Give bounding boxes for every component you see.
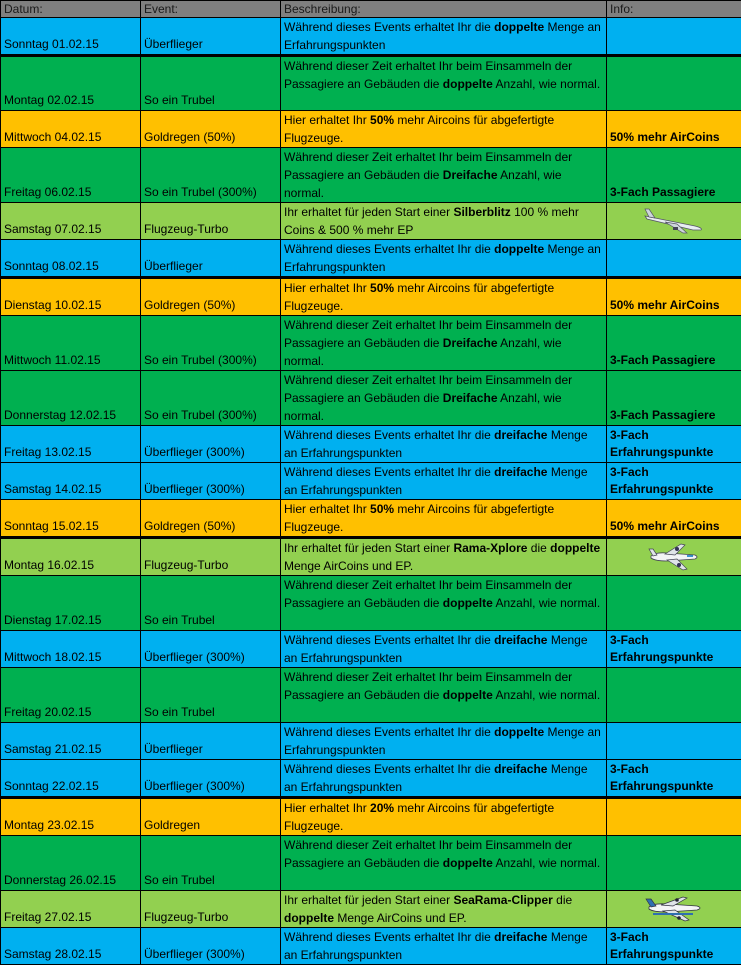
row-info: 3-Fach Erfahrungspunkte (607, 928, 741, 965)
description-text: Während dieses Events erhaltet Ihr die (284, 725, 494, 739)
description-text: Hier erhaltet Ihr (284, 281, 370, 295)
description-highlight: doppelte (443, 688, 493, 702)
description-text: Anzahl, wie normal. (493, 688, 600, 702)
description-highlight: dreifache (494, 930, 547, 944)
row-date: Sonntag 15.02.15 (1, 500, 141, 538)
row-event: Überflieger (300%) (141, 760, 281, 798)
row-description (281, 278, 607, 316)
description-text: Während dieser Zeit erhaltet Ihr beim Einsammeln der Passagiere an Gebäuden die (284, 578, 572, 610)
row-event: So ein Trubel (141, 836, 281, 891)
row-event: So ein Trubel (141, 576, 281, 631)
row-description (281, 668, 607, 723)
header-date: Datum: (1, 1, 141, 18)
table-row (1, 426, 741, 463)
description-text: Menge an Erfahrungspunkten (284, 428, 588, 460)
row-date: Dienstag 17.02.15 (1, 576, 141, 631)
row-info: 50% mehr AirCoins (607, 500, 741, 538)
row-info: 50% mehr AirCoins (607, 278, 741, 316)
row-description (281, 316, 607, 371)
row-date: Freitag 13.02.15 (1, 426, 141, 463)
table-row (1, 576, 741, 631)
description-text: Während dieses Events erhaltet Ihr die (284, 428, 494, 442)
description-highlight: 50% (370, 281, 394, 295)
row-info (607, 538, 741, 576)
row-date: Samstag 21.02.15 (1, 723, 141, 760)
table-row (1, 891, 741, 928)
description-text: Ihr erhaltet für jeden Start einer (284, 541, 453, 555)
row-event: Überflieger (300%) (141, 631, 281, 668)
table-row (1, 668, 741, 723)
description-text: Menge AirCoins und EP. (334, 911, 467, 925)
description-text: Menge an Erfahrungspunkten (284, 20, 601, 52)
row-event: Überflieger (300%) (141, 463, 281, 500)
row-description (281, 203, 607, 240)
description-text: Menge an Erfahrungspunkten (284, 465, 588, 497)
row-info (607, 891, 741, 928)
row-date: Montag 16.02.15 (1, 538, 141, 576)
description-text: Während dieser Zeit erhaltet Ihr beim Einsammeln der Passagiere an Gebäuden die (284, 838, 572, 870)
description-text: Während dieser Zeit erhaltet Ihr beim Einsammeln der Passagiere an Gebäuden die (284, 318, 572, 350)
table-row (1, 371, 741, 426)
header-info: Info: (607, 1, 741, 18)
row-event: Überflieger (141, 240, 281, 278)
row-date: Samstag 14.02.15 (1, 463, 141, 500)
row-event: Goldregen (50%) (141, 278, 281, 316)
description-text: Menge an Erfahrungspunkten (284, 633, 588, 665)
row-description (281, 723, 607, 760)
row-event: So ein Trubel (300%) (141, 371, 281, 426)
description-text: Ihr erhaltet für jeden Start einer (284, 893, 453, 907)
row-description (281, 426, 607, 463)
table-row (1, 111, 741, 148)
row-event: So ein Trubel (300%) (141, 148, 281, 203)
row-event: So ein Trubel (141, 668, 281, 723)
description-highlight: 50% (370, 502, 394, 516)
table-row (1, 278, 741, 316)
description-text: Während dieser Zeit erhaltet Ihr beim Einsammeln der Passagiere an Gebäuden die (284, 150, 572, 182)
row-info: 3-Fach Passagiere (607, 148, 741, 203)
seaplane-icon (607, 894, 741, 924)
table-row (1, 631, 741, 668)
row-date: Mittwoch 04.02.15 (1, 111, 141, 148)
row-date: Samstag 07.02.15 (1, 203, 141, 240)
description-highlight: 50% (370, 113, 394, 127)
row-date: Donnerstag 12.02.15 (1, 371, 141, 426)
row-event: Goldregen (141, 798, 281, 836)
row-date: Samstag 28.02.15 (1, 928, 141, 965)
table-row (1, 836, 741, 891)
description-text: Hier erhaltet Ihr (284, 801, 370, 815)
row-description (281, 836, 607, 891)
description-text: Anzahl, wie normal. (284, 336, 562, 368)
description-text: 100 % mehr Coins & 500 % mehr EP (284, 205, 579, 237)
row-info: 3-Fach Erfahrungspunkte (607, 426, 741, 463)
description-highlight: Rama-Xplore (453, 541, 527, 555)
row-event: Goldregen (50%) (141, 500, 281, 538)
description-text: mehr Aircoins für abgefertigte Flugzeuge. (284, 502, 554, 534)
row-info (607, 836, 741, 891)
row-date: Montag 23.02.15 (1, 798, 141, 836)
table-row (1, 760, 741, 798)
description-text: Anzahl, wie normal. (493, 596, 600, 610)
row-info (607, 203, 741, 240)
row-info: 3-Fach Erfahrungspunkte (607, 463, 741, 500)
row-date: Dienstag 10.02.15 (1, 278, 141, 316)
row-event: Überflieger (300%) (141, 426, 281, 463)
description-text: mehr Aircoins für abgefertigte Flugzeuge. (284, 113, 554, 145)
row-event: Überflieger (141, 723, 281, 760)
table-row (1, 500, 741, 538)
description-highlight: dreifache (494, 465, 547, 479)
description-highlight: SeaRama-Clipper (453, 893, 552, 907)
row-info: 3-Fach Erfahrungspunkte (607, 631, 741, 668)
description-text: Während dieses Events erhaltet Ihr die (284, 762, 494, 776)
description-highlight: doppelte (550, 541, 600, 555)
description-highlight: dreifache (494, 762, 547, 776)
description-text: Anzahl, wie normal. (284, 391, 562, 423)
description-text: Während dieser Zeit erhaltet Ihr beim Einsammeln der Passagiere an Gebäuden die (284, 670, 572, 702)
table-row (1, 148, 741, 203)
propeller-plane-icon (607, 542, 741, 572)
description-text: Hier erhaltet Ihr (284, 113, 370, 127)
row-info (607, 576, 741, 631)
row-date: Montag 02.02.15 (1, 56, 141, 111)
table-row (1, 18, 741, 56)
description-highlight: dreifache (494, 633, 547, 647)
row-date: Freitag 06.02.15 (1, 148, 141, 203)
table-row (1, 316, 741, 371)
description-highlight: doppelte (494, 20, 544, 34)
description-highlight: Dreifache (443, 391, 498, 405)
row-event: Überflieger (300%) (141, 928, 281, 965)
description-text: Anzahl, wie normal. (284, 168, 562, 200)
row-info: 3-Fach Erfahrungspunkte (607, 760, 741, 798)
description-text: Menge an Erfahrungspunkten (284, 242, 601, 274)
description-text: Während dieser Zeit erhaltet Ihr beim Einsammeln der Passagiere an Gebäuden die (284, 373, 572, 405)
description-text: Anzahl, wie normal. (493, 77, 600, 91)
row-date: Sonntag 01.02.15 (1, 18, 141, 56)
description-text: Während dieses Events erhaltet Ihr die (284, 930, 494, 944)
row-date: Donnerstag 26.02.15 (1, 836, 141, 891)
description-text: Anzahl, wie normal. (493, 856, 600, 870)
description-highlight: doppelte (494, 725, 544, 739)
concorde-plane-icon (607, 206, 741, 236)
row-date: Mittwoch 18.02.15 (1, 631, 141, 668)
description-text: Während dieser Zeit erhaltet Ihr beim Einsammeln der Passagiere an Gebäuden die (284, 59, 572, 91)
row-info (607, 18, 741, 56)
row-date: Sonntag 08.02.15 (1, 240, 141, 278)
description-highlight: doppelte (443, 77, 493, 91)
row-info: 50% mehr AirCoins (607, 111, 741, 148)
description-highlight: doppelte (443, 856, 493, 870)
row-info: 3-Fach Passagiere (607, 316, 741, 371)
header-event: Event: (141, 1, 281, 18)
description-text: Menge AirCoins und EP. (284, 559, 413, 573)
table-row (1, 798, 741, 836)
description-highlight: Dreifache (443, 168, 498, 182)
row-description (281, 56, 607, 111)
row-description (281, 928, 607, 965)
row-event: Goldregen (50%) (141, 111, 281, 148)
row-info: 3-Fach Passagiere (607, 371, 741, 426)
row-description (281, 240, 607, 278)
description-text: Menge an Erfahrungspunkten (284, 930, 588, 962)
row-date: Freitag 20.02.15 (1, 668, 141, 723)
table-row (1, 928, 741, 965)
row-info (607, 668, 741, 723)
row-info (607, 240, 741, 278)
row-event: Flugzeug-Turbo (141, 203, 281, 240)
description-text: mehr Aircoins für abgefertigte Flugzeuge. (284, 281, 554, 313)
description-highlight: dreifache (494, 428, 547, 442)
row-description (281, 463, 607, 500)
table-row (1, 56, 741, 111)
row-description (281, 576, 607, 631)
row-info (607, 798, 741, 836)
description-text: Menge an Erfahrungspunkten (284, 725, 601, 757)
description-text: Ihr erhaltet für jeden Start einer (284, 205, 453, 219)
row-event: Überflieger (141, 18, 281, 56)
row-description (281, 148, 607, 203)
description-text: Hier erhaltet Ihr (284, 502, 370, 516)
description-text: Während dieses Events erhaltet Ihr die (284, 242, 494, 256)
description-highlight: doppelte (284, 911, 334, 925)
description-text: Menge an Erfahrungspunkten (284, 762, 588, 794)
description-text: Während dieses Events erhaltet Ihr die (284, 633, 494, 647)
row-event: Flugzeug-Turbo (141, 891, 281, 928)
description-highlight: Dreifache (443, 336, 498, 350)
table-row (1, 240, 741, 278)
table-row (1, 463, 741, 500)
row-event: So ein Trubel (141, 56, 281, 111)
row-description (281, 18, 607, 56)
row-info (607, 723, 741, 760)
row-description (281, 631, 607, 668)
row-description (281, 760, 607, 798)
row-date: Mittwoch 11.02.15 (1, 316, 141, 371)
row-event: So ein Trubel (300%) (141, 316, 281, 371)
row-description (281, 111, 607, 148)
row-event: Flugzeug-Turbo (141, 538, 281, 576)
description-text: Während dieses Events erhaltet Ihr die (284, 465, 494, 479)
header-row (1, 1, 741, 18)
row-date: Freitag 27.02.15 (1, 891, 141, 928)
description-text: mehr Aircoins für abgefertigte Flugzeuge. (284, 801, 554, 833)
row-description (281, 891, 607, 928)
header-description: Beschreibung: (281, 1, 607, 18)
row-info (607, 56, 741, 111)
table-row (1, 203, 741, 240)
description-text: die (527, 541, 550, 555)
table-row (1, 538, 741, 576)
table-row (1, 723, 741, 760)
row-description (281, 538, 607, 576)
description-highlight: Silberblitz (453, 205, 510, 219)
row-description (281, 500, 607, 538)
description-highlight: 20% (370, 801, 394, 815)
description-text: Während dieses Events erhaltet Ihr die (284, 20, 494, 34)
description-text: die (553, 893, 572, 907)
description-highlight: doppelte (443, 596, 493, 610)
description-highlight: doppelte (494, 242, 544, 256)
row-date: Sonntag 22.02.15 (1, 760, 141, 798)
row-description (281, 371, 607, 426)
row-description (281, 798, 607, 836)
